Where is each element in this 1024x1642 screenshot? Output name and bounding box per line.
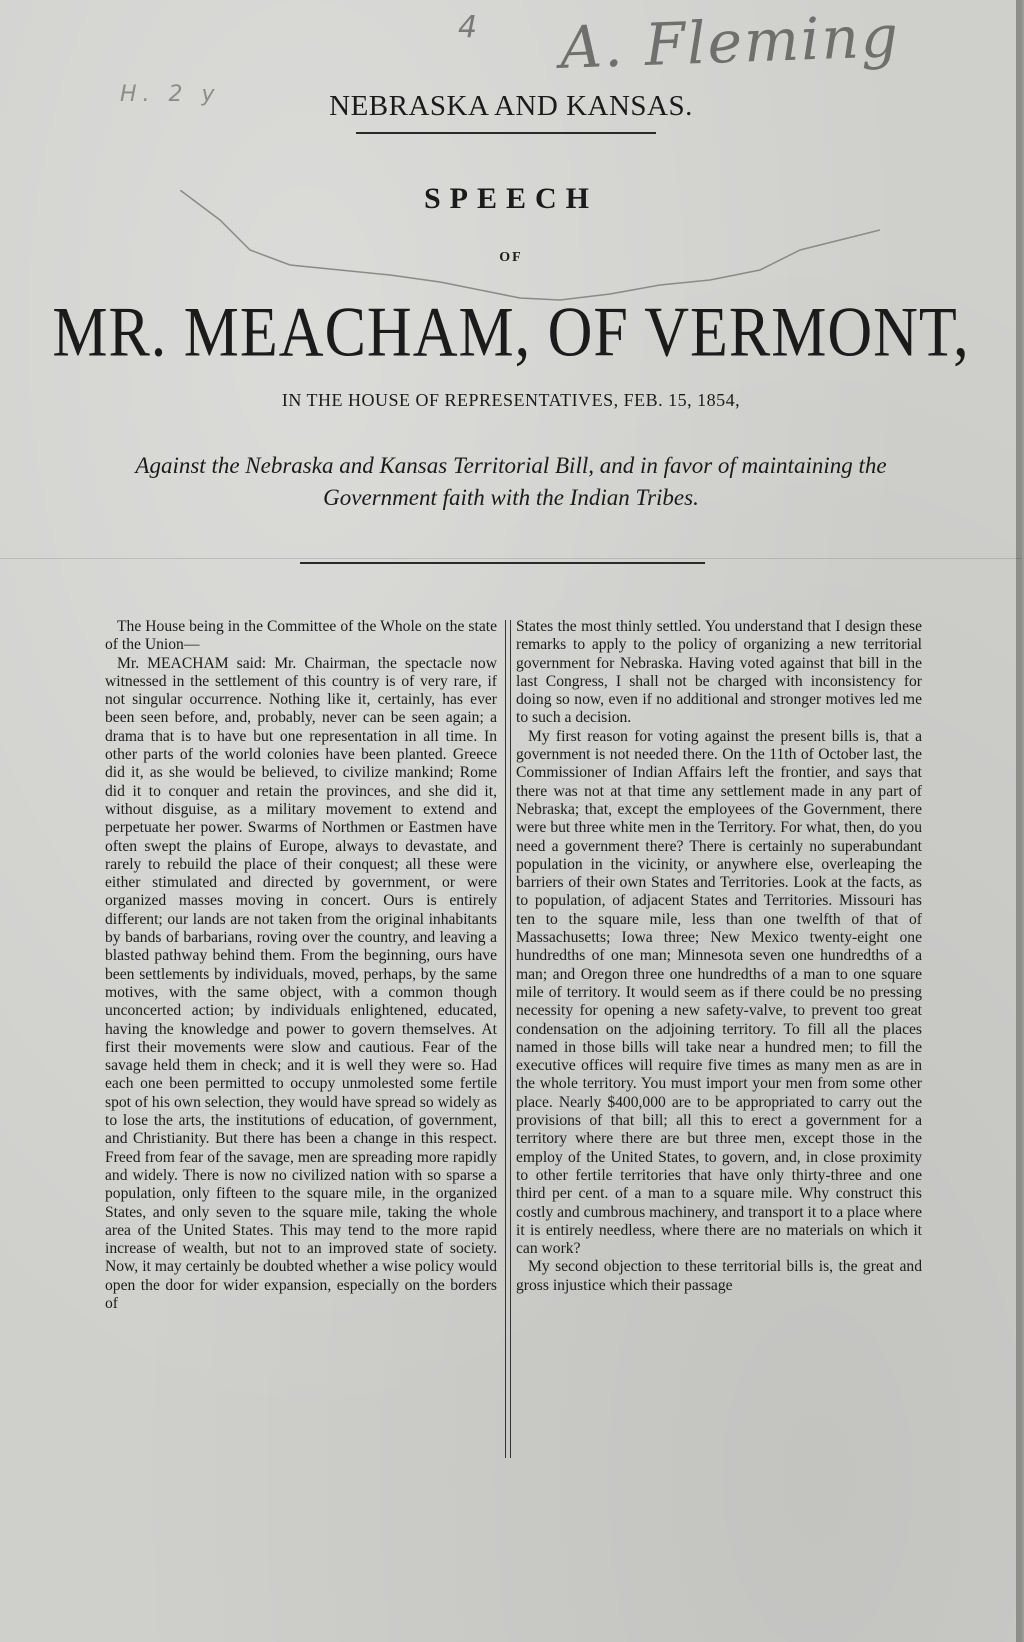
paragraph: Mr. MEACHAM said: Mr. Chairman, the spectacle now witnessed in the settlement of this country is of very rare, if not singular occurrence. Nothing like it, certainly, has ever been seen before, and, probably, never can be seen again; a drama that is to have but one representation in all time. In other parts of the world colonies have been planted. Greece did it, as she would be believed, to civilize mankind; Rome did it to conquer and retain the provinces, and she did it, without disguise, as a military movement to extend and perpetuate her power. Swarms of Northmen or Eastmen have often swept the plains of Europe, always to devastate, and rarely to rebuild the place of their conquest; all these were either stimulated and directed by government, or were organized masses moving in concert. Ours is entirely different; our lands are not taken from the original inhabitants by bands of barbarians, roving over the country, and leaving a blasted pathway behind them. From the beginning, ours have been settlements by individuals, moved, perhaps, by the same motives, with the same object, with a common though unconcerted action; by individuals enlightened, educated, having the knowledge and power to govern themselves. At first their movements were slow and cautious. Fear of the savage held them in check; and it is well they were so. Had each one been permitted to occupy unmolested some fertile spot of his own selection, they would have spread so widely as to lose the arts, the institutions of education, of government, and Christianity. But there has been a change in this respect. Freed from fear of the savage, men are spreading more rapidly and widely. There is now no civilized nation with so sparse a population, only fifteen to the square mile, in the organized States, and only seven to the square mile, taking the whole area of the United States. This may tend to the more rapid increase of wealth, but not to an improved state of society. Now, it may certainly be doubted whether a wise policy would open the door for wider expansion, especially on the borders of bbox=[105, 654, 497, 1312]
column-divider bbox=[505, 620, 511, 1458]
of-label: OF bbox=[499, 250, 523, 265]
header-rule bbox=[356, 132, 656, 134]
paragraph: My first reason for voting against the present bills is, that a government is not needed there. On the 11th of October last, the Commissioner of Indian Affairs left the frontier, and says that there was not at that time any settlement made in any part of Nebraska; that, except the employees of the Government, there were but three white men in the Territory. For what, then, do you need a government there? There is certainly no superabundant population in the vicinity, or anywhere else, overleaping the barriers of their own States and Territories. Look at the facts, as to population, of adjacent States and Territories. Missouri has ten to the square mile, less than one twelfth of that of Massachusetts; Iowa three; New Mexico twenty-eight one hundredths of one man; Minnesota seven one hundredths of a man; and Oregon three one hundredths of a man to one square mile of territory. It would seem as if there could be no pressing necessity for opening a new safety-valve, to prevent too great condensation on the adjoining territory. To fill all the places named in those bills will take near a hundred men; to fill the executive offices will require five times as many men as are in the whole territory. You must import your men from some other place. Nearly $400,000 are to be appropriated to carry out the provisions of that bill; all this to erect a government for a territory where there are but three men, except those in the employ of the United States, to govern, and, in close proximity to other fertile territories that have only thirty-three and one third per cent. of a man to a square mile. Why construct this costly and cumbrous machinery, and transport it to a place where it is entirely needless, where there are no materials on which it can work? bbox=[516, 727, 922, 1258]
paragraph: My second objection to these territorial bills is, the great and gross injustice which their passage bbox=[516, 1258, 922, 1294]
kicker-heading: NEBRASKA AND KANSAS. bbox=[329, 90, 693, 122]
paragraph: States the most thinly settled. You understand that I design these remarks to apply to the policy of organizing a new territorial government for Nebraska. Having voted against that bill in the last Congress, I shall not be charged with inconsistency for doing so now, even if no additional and stronger motives led me to such a decision. bbox=[516, 618, 922, 727]
handwritten-margin-mark: H. 2 y bbox=[120, 82, 221, 107]
speech-subtitle: Against the Nebraska and Kansas Territorial Bill, and in favor of maintaining the Government faith with the Indian Tribes. bbox=[135, 453, 887, 510]
page-edge bbox=[1016, 0, 1022, 1642]
speaker-title: MR. MEACHAM, OF VERMONT, bbox=[52, 293, 970, 372]
manuscript-page-number: 4 bbox=[458, 10, 478, 45]
venue-line: IN THE HOUSE OF REPRESENTATIVES, FEB. 15, 1854, bbox=[281, 390, 741, 410]
paper-fold bbox=[0, 558, 1022, 559]
right-column bbox=[516, 618, 922, 1295]
section-rule bbox=[300, 562, 705, 564]
paragraph: The House being in the Committee of the Whole on the state of the Union— bbox=[105, 618, 497, 654]
left-column bbox=[105, 618, 497, 1313]
handwritten-signature: A. Fleming bbox=[558, 2, 901, 82]
speech-heading: SPEECH bbox=[423, 182, 599, 215]
